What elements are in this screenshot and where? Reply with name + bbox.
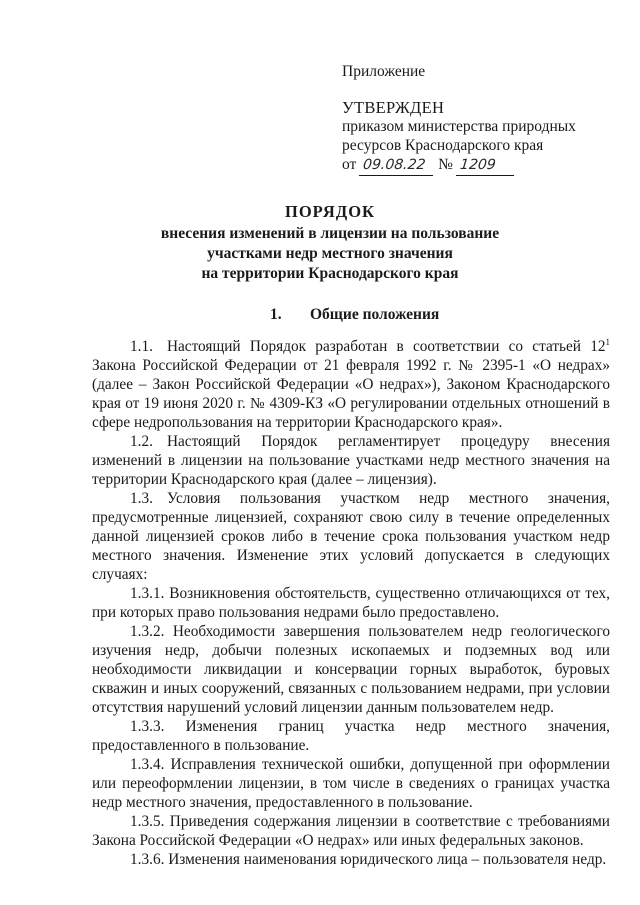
handwritten-order-number: 1209 — [456, 156, 516, 176]
clause-text: Настоящий Порядок разработан в соответствии со статьей 12 — [166, 338, 606, 355]
document-body — [92, 337, 610, 869]
clause-1-1 — [92, 337, 610, 432]
clause-number: 1.1. — [130, 338, 153, 355]
annex-label: Приложение — [342, 63, 426, 80]
section-number: 1. — [270, 306, 282, 323]
superscript: 1 — [605, 336, 610, 347]
title-line-1: внесения изменений в лицензии на пользование — [160, 225, 500, 242]
clause-text: Условия пользования участком недр местного значения, предусмотренные лицензией, сохраняют свою силу в течение определенных данной лицензией сроков либо в течение срока пользования участком недр местного значения. Изменение этих условий допускается в следующих случаях: — [92, 490, 610, 583]
clause-1-3-6: 1.3.6. Изменения наименования юридического лица – пользователя недр. — [130, 851, 607, 868]
section-heading — [270, 306, 439, 324]
clause-1-3-2: 1.3.2. Необходимости завершения пользователем недр геологического изучения недр, добычи полезных ископаемых и подземных вод или необходимости ликвидации и консервации горных выработок, буровых скважин и иных сооружений, связанных с пользованием недрами, при условии отсутствия нарушений условий лицензии данным пользователем недр. — [92, 623, 610, 716]
section-title: Общие положения — [310, 306, 440, 323]
date-prefix: от — [342, 156, 357, 173]
clause-1-2 — [92, 432, 610, 489]
clause-1-3-3: 1.3.3. Изменения границ участка недр местного значения, предоставленного в пользование. — [92, 718, 610, 754]
clause-1-3-5: 1.3.5. Приведения содержания лицензии в соответствие с требованиями Закона Российской Федерации «О недрах» или иных федеральных законов. — [92, 813, 610, 849]
handwritten-order-date: 09.08.22 — [359, 156, 435, 176]
approved-by-line-1: приказом министерства природных — [342, 118, 576, 135]
clause-number: 1.3. — [130, 490, 153, 507]
title-main: ПОРЯДОК — [285, 202, 375, 221]
order-date-number-line — [342, 155, 622, 176]
clause-1-3-1: 1.3.1. Возникновения обстоятельств, существенно отличающихся от тех, при которых право пользования недрами было предоставлено. — [92, 585, 610, 621]
approval-block — [342, 62, 622, 176]
approved-by-line-2: ресурсов Краснодарского края — [342, 137, 544, 154]
clause-text: Настоящий Порядок регламентирует процедуру внесения изменений в лицензии на пользование участками недр местного значения на территории Краснодарского края (далее – лицензия). — [92, 433, 610, 488]
clause-1-3 — [92, 489, 610, 584]
number-prefix: № — [438, 156, 453, 173]
clause-1-3-4: 1.3.4. Исправления технической ошибки, допущенной при оформлении или переоформлении лицензии, в том числе в сведениях о границах участка недр местного значения, предоставленного в пользование. — [92, 756, 610, 811]
approved-label: УТВЕРЖДЕН — [342, 98, 445, 117]
clause-text: Закона Российской Федерации от 21 февраля 1992 г. № 2395-1 «О недрах» (далее – Закон Российской Федерации «О недрах»), Законом Краснодарского края от 19 июня 2020 г. № 4309-КЗ «О регулировании отдельных отношений в сфере недропользования на территории Краснодарского края». — [92, 357, 610, 431]
clause-number: 1.2. — [130, 433, 153, 450]
document-title — [80, 202, 580, 284]
title-line-2: участками недр местного значения — [207, 245, 453, 262]
title-line-3: на территории Краснодарского края — [201, 265, 459, 282]
